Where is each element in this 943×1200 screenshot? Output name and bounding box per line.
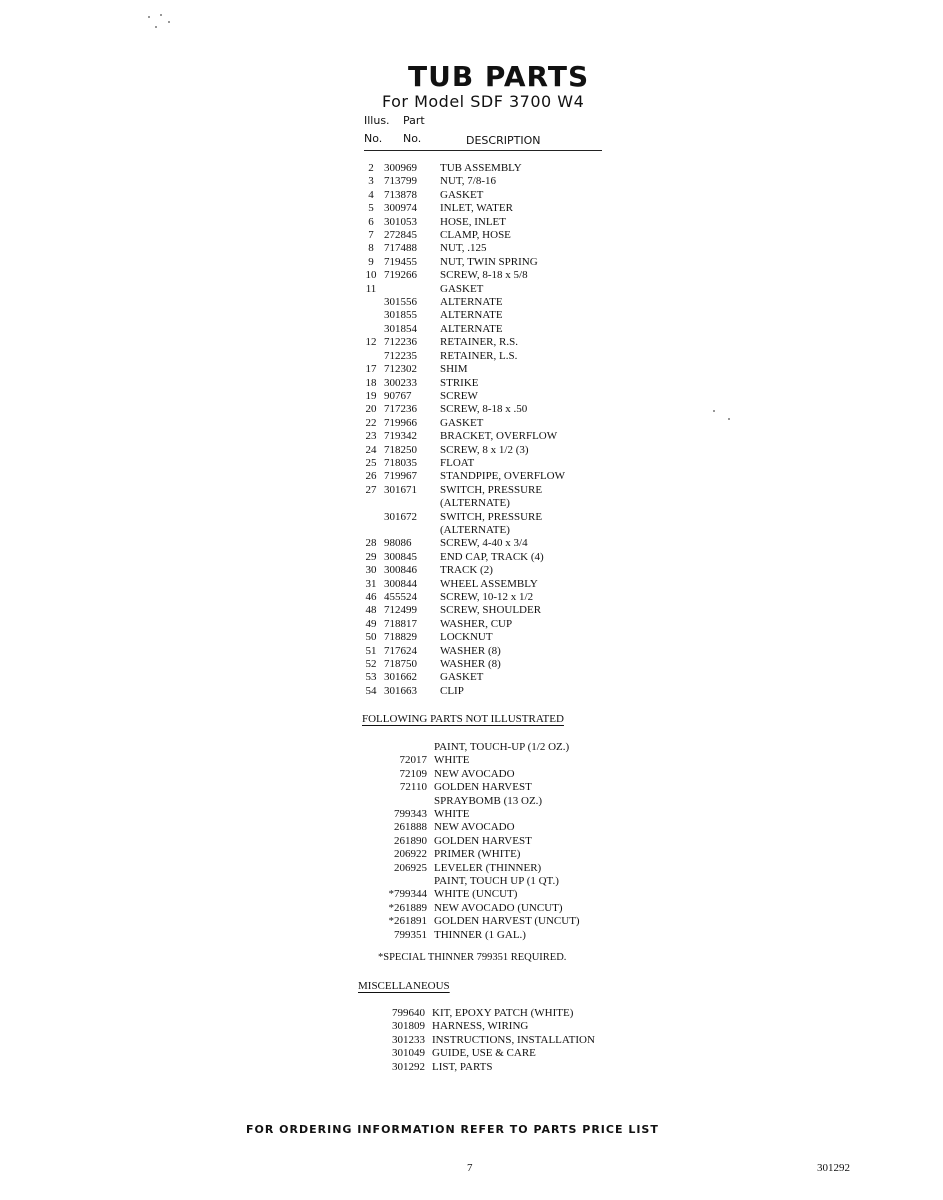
illus-number: 10 (365, 269, 377, 282)
part-description: GASKET (440, 671, 484, 684)
part-number: 717236 (384, 403, 417, 416)
illus-number: 29 (365, 550, 377, 563)
part-number: 455524 (384, 591, 417, 603)
part-description: GASKET (440, 188, 484, 201)
special-thinner-note: *SPECIAL THINNER 799351 REQUIRED. (378, 952, 567, 963)
part-number: *261891 (388, 915, 427, 928)
part-description: (ALTERNATE) (440, 497, 510, 510)
part-description: STANDPIPE, OVERFLOW (440, 470, 566, 483)
illus-number: 46 (365, 591, 377, 603)
part-description: GUIDE, USE & CARE (432, 1047, 536, 1060)
part-number: 301854 (384, 322, 417, 335)
part-number: 301556 (384, 296, 417, 309)
illus-number: 23 (365, 430, 377, 443)
part-description: SPRAYBOMB (13 OZ.) (434, 794, 543, 807)
part-number: 712236 (384, 336, 417, 349)
illus-number: 27 (365, 483, 377, 496)
part-description: WHITE (434, 808, 470, 821)
part-description: INSTRUCTIONS, INSTALLATION (432, 1033, 595, 1046)
illus-number: 4 (368, 188, 374, 201)
part-number: 300974 (384, 202, 417, 215)
part-number: 90767 (384, 389, 412, 402)
illus-number: 5 (368, 202, 374, 215)
part-description: GOLDEN HARVEST (UNCUT) (434, 915, 580, 928)
part-number: 301049 (392, 1047, 425, 1060)
part-description: PRIMER (WHITE) (434, 848, 521, 861)
part-description: TUB ASSEMBLY (440, 162, 522, 174)
not-illustrated-heading: FOLLOWING PARTS NOT ILLUSTRATED (362, 713, 564, 725)
document-number: 301292 (817, 1162, 850, 1174)
part-number: 717488 (384, 242, 417, 255)
scan-speck (148, 16, 150, 18)
part-description: SWITCH, PRESSURE (440, 510, 543, 523)
part-description: BRACKET, OVERFLOW (440, 430, 558, 443)
part-description: SWITCH, PRESSURE (440, 483, 543, 496)
part-number: *799344 (388, 888, 427, 901)
illus-number: 17 (365, 363, 377, 376)
part-number: 300845 (384, 550, 417, 563)
part-description: SCREW, SHOULDER (440, 604, 542, 617)
illus-number: 3 (368, 175, 374, 188)
part-number: 301662 (384, 671, 417, 684)
part-number: 719967 (384, 470, 417, 483)
part-number: 72110 (399, 781, 427, 794)
part-description: WASHER, CUP (440, 617, 513, 630)
illus-number: 20 (365, 403, 377, 416)
ordering-info: FOR ORDERING INFORMATION REFER TO PARTS PRICE LIST (246, 1123, 659, 1136)
part-number: 206925 (394, 861, 427, 874)
scan-speck (155, 26, 157, 28)
header-description: DESCRIPTION (466, 134, 541, 147)
illus-number: 18 (365, 376, 377, 389)
illus-number: 8 (368, 242, 374, 255)
part-number: 719455 (384, 255, 417, 268)
part-number: 301672 (384, 510, 417, 523)
part-number: 718817 (384, 617, 417, 630)
part-description: SHIM (440, 363, 468, 376)
part-description: SCREW (440, 389, 478, 402)
part-number: 712499 (384, 604, 417, 617)
part-description: SCREW, 4-40 x 3/4 (440, 537, 528, 550)
part-description: NEW AVOCADO (434, 767, 515, 780)
illus-number: 25 (365, 456, 377, 469)
part-description: HARNESS, WIRING (432, 1020, 529, 1033)
part-description: CLAMP, HOSE (440, 229, 511, 242)
illus-number: 26 (365, 470, 377, 483)
part-number: 718035 (384, 456, 417, 469)
part-description: WHITE (434, 754, 470, 767)
part-number: 301671 (384, 483, 417, 496)
part-number: 799640 (392, 1007, 425, 1019)
part-number: 799343 (394, 808, 427, 821)
part-description: SCREW, 10-12 x 1/2 (440, 591, 534, 603)
header-illus-no: No. (364, 132, 383, 145)
part-description: STRIKE (440, 376, 479, 389)
part-number: 261888 (394, 821, 427, 834)
part-description: RETAINER, L.S. (440, 349, 518, 362)
part-number: 718750 (384, 658, 417, 671)
illus-number: 28 (365, 537, 377, 550)
part-description: NUT, .125 (440, 242, 487, 255)
illus-number: 7 (368, 229, 374, 242)
part-number: 301233 (392, 1033, 425, 1046)
illus-number: 49 (365, 617, 377, 630)
part-description: INLET, WATER (440, 202, 513, 215)
part-number: 712302 (384, 363, 417, 376)
miscellaneous-heading: MISCELLANEOUS (358, 980, 450, 992)
part-description: GASKET (440, 416, 484, 429)
page-title: TUB PARTS (408, 60, 590, 93)
part-description: HOSE, INLET (440, 215, 506, 228)
header-part-no: No. (403, 132, 422, 145)
part-description: GOLDEN HARVEST (434, 834, 532, 847)
part-number: 301855 (384, 309, 417, 322)
part-number: 301809 (392, 1020, 425, 1033)
part-description: NUT, 7/8-16 (440, 175, 497, 188)
part-description: NEW AVOCADO (UNCUT) (434, 901, 563, 914)
scan-speck (168, 21, 170, 23)
part-number: 713878 (384, 188, 417, 201)
part-description: THINNER (1 GAL.) (434, 928, 526, 941)
part-description: LOCKNUT (440, 631, 493, 644)
part-description: WHITE (UNCUT) (434, 888, 518, 901)
scan-speck (728, 418, 730, 420)
part-number: 206922 (394, 848, 427, 861)
part-number: 300233 (384, 376, 417, 389)
part-number: 718829 (384, 631, 417, 644)
part-number: 301053 (384, 215, 417, 228)
part-number: *261889 (388, 901, 427, 914)
part-description: SCREW, 8 x 1/2 (3) (440, 443, 529, 456)
part-number: 98086 (384, 537, 412, 550)
illus-number: 24 (365, 443, 377, 456)
part-description: SCREW, 8-18 x .50 (440, 403, 528, 416)
part-description: SCREW, 8-18 x 5/8 (440, 269, 528, 282)
illus-number: 30 (365, 564, 377, 577)
illus-number: 11 (365, 282, 377, 295)
part-number: 799351 (394, 928, 427, 941)
part-description: WHEEL ASSEMBLY (440, 577, 538, 590)
illus-number: 9 (368, 255, 374, 268)
scan-speck (713, 410, 715, 412)
illus-number: 53 (365, 671, 377, 684)
part-description: (ALTERNATE) (440, 523, 510, 536)
part-number: 717624 (384, 644, 417, 657)
illus-number: 54 (365, 684, 377, 697)
illus-number: 50 (365, 631, 377, 644)
part-description: NEW AVOCADO (434, 821, 515, 834)
part-description: PAINT, TOUCH UP (1 QT.) (434, 875, 559, 888)
part-number: 272845 (384, 229, 417, 242)
illus-number: 22 (365, 416, 377, 429)
part-description: ALTERNATE (440, 322, 503, 335)
header-part-top: Part (403, 114, 425, 127)
part-number: 300969 (384, 162, 417, 174)
part-number: 301663 (384, 684, 417, 697)
part-description: ALTERNATE (440, 309, 503, 322)
part-description: GASKET (440, 282, 484, 295)
part-description: NUT, TWIN SPRING (440, 255, 538, 268)
part-description: CLIP (440, 684, 464, 697)
part-number: 261890 (394, 834, 427, 847)
part-number: 712235 (384, 349, 417, 362)
illus-number: 12 (365, 336, 377, 349)
scan-speck (160, 14, 162, 16)
part-description: ALTERNATE (440, 296, 503, 309)
header-illus-top: Illus. (364, 114, 390, 127)
illus-number: 48 (365, 604, 377, 617)
part-description: LEVELER (THINNER) (434, 861, 542, 874)
part-description: KIT, EPOXY PATCH (WHITE) (432, 1007, 574, 1019)
illus-number: 31 (365, 577, 377, 590)
part-number: 301292 (392, 1060, 425, 1073)
part-number: 72017 (399, 754, 427, 767)
part-number: 300844 (384, 577, 417, 590)
part-number: 719966 (384, 416, 417, 429)
part-description: RETAINER, R.S. (440, 336, 518, 349)
part-number: 719342 (384, 430, 417, 443)
part-number: 713799 (384, 175, 417, 188)
part-description: WASHER (8) (440, 658, 501, 671)
part-number: 300846 (384, 564, 417, 577)
model-subtitle: For Model SDF 3700 W4 (382, 92, 585, 111)
illus-number: 52 (365, 658, 377, 671)
page-number: 7 (467, 1162, 473, 1174)
part-description: PAINT, TOUCH-UP (1/2 OZ.) (434, 741, 570, 753)
part-number: 719266 (384, 269, 417, 282)
illus-number: 51 (365, 644, 377, 657)
part-description: FLOAT (440, 456, 475, 469)
part-number: 72109 (399, 767, 427, 780)
illus-number: 6 (368, 215, 374, 228)
part-description: WASHER (8) (440, 644, 501, 657)
part-description: TRACK (2) (440, 564, 493, 577)
part-number: 718250 (384, 443, 417, 456)
part-description: GOLDEN HARVEST (434, 781, 532, 794)
header-rule (364, 150, 602, 151)
illus-number: 2 (368, 162, 374, 174)
part-description: LIST, PARTS (432, 1060, 493, 1073)
illus-number: 19 (365, 389, 377, 402)
part-description: END CAP, TRACK (4) (440, 550, 544, 563)
